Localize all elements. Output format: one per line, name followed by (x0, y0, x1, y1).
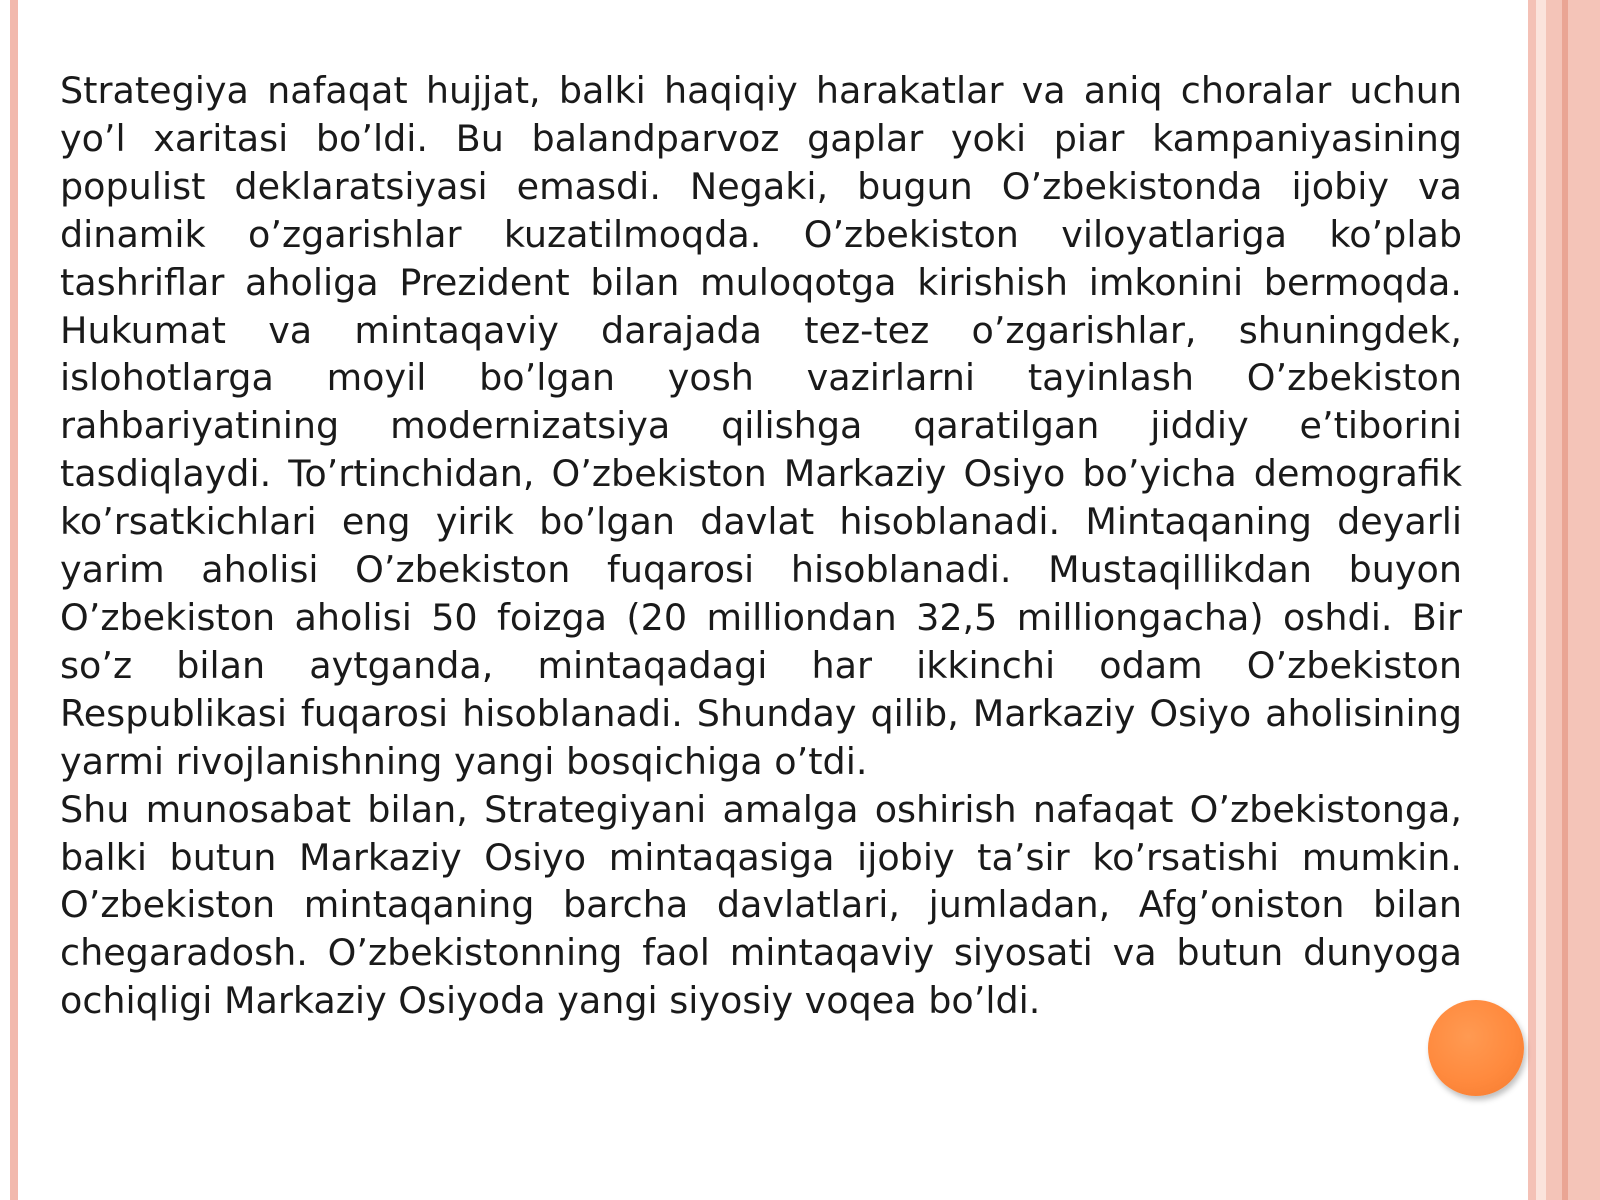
right-border-band (1546, 0, 1600, 1200)
right-border-stripe (1528, 0, 1536, 1200)
right-border-stripe-light (1536, 0, 1546, 1200)
body-paragraph-2: Shu munosabat bilan, Strategiyani amalga oshirish nafaqat O’zbekistonga, balki butun Markaziy Osiyo mintaqasiga ijobiy ta’sir ko’rsatishi mumkin. O’zbekiston mintaqaning barcha davlatlari, jumladan, Afg’oniston bilan chegaradosh. O’zbekistonning faol mintaqaviy siyosati va butun dunyoga ochiqligi Markaziy Osiyoda yangi siyosiy voqea bo’ldi. (60, 787, 1462, 1023)
body-paragraph-1: Strategiya nafaqat hujjat, balki haqiqiy harakatlar va aniq choralar uchun yo’l xaritasi bo’ldi. Bu balandparvoz gaplar yoki piar kampaniyasining populist deklaratsiyasi emasdi. Negaki, bugun O’zbekistonda ijobiy va dinamik o’zgarishlar kuzatilmoqda. O’zbekiston viloyatlariga ko’plab tashriflar aholiga Prezident bilan muloqotga kirishish imkonini bermoqda. Hukumat va mintaqaviy darajada tez-tez o’zgarishlar, shuningdek, islohotlarga moyil bo’lgan yosh vazirlarni tayinlash O’zbekiston rahbariyatining modernizatsiya qilishga qaratilgan jiddiy e’tiborini tasdiqlaydi. To’rtinchidan, O’zbekiston Markaziy Osiyo bo’yicha demografik ko’rsatkichlari eng yirik bo’lgan davlat hisoblanadi. Mintaqaning deyarli yarim aholisi O’zbekiston fuqarosi hisoblanadi. Mustaqillikdan buyon O’zbekiston aholisi 50 foizga (20 milliondan 32,5 milliongacha) oshdi. Bir so’z bilan aytganda, mintaqadagi har ikkinchi odam O’zbekiston Respublikasi fuqarosi hisoblanadi. Shunday qilib, Markaziy Osiyo aholisining yarmi rivojlanishning yangi bosqichiga o’tdi. (60, 69, 1462, 783)
right-border-line (1562, 0, 1568, 1200)
slide-body-text (60, 67, 1462, 1025)
orange-circle-decoration (1428, 1000, 1524, 1096)
left-border-stripe (10, 0, 18, 1200)
